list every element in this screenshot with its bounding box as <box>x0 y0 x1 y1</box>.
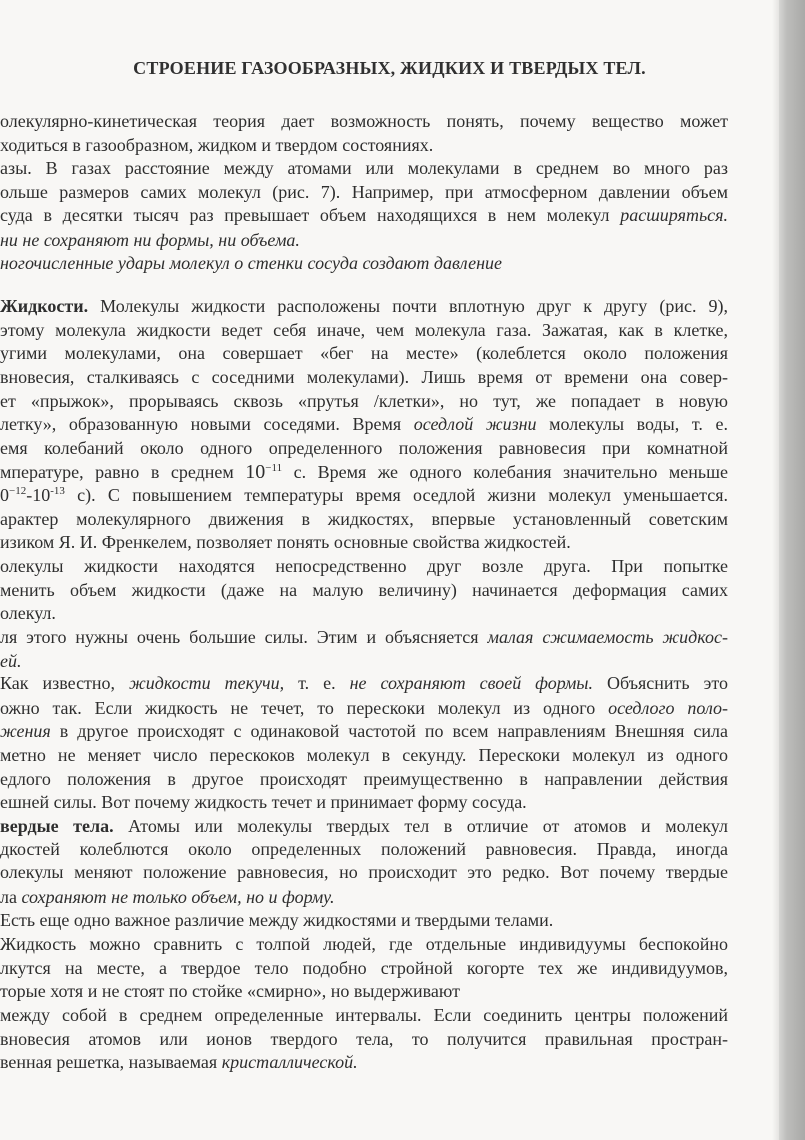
text-line <box>0 957 728 982</box>
text-run: с. Время же одного колебания значительно меньше <box>282 462 728 482</box>
text-run: Жидкости. <box>0 296 89 316</box>
text-run: метно не меняет число перескоков молекул в секунду. Перескоки молекул из одного <box>0 745 728 765</box>
page-margin-strip <box>779 0 805 1140</box>
text-line <box>0 909 728 934</box>
text-line <box>0 366 728 391</box>
text-line <box>0 157 728 182</box>
page-title: СТРОЕНИЕ ГАЗООБРАЗНЫХ, ЖИДКИХ И ТВЕРДЫХ ТЕЛ. <box>133 58 646 78</box>
text-line <box>0 461 728 486</box>
text-line <box>0 437 728 462</box>
text-run: этому молекула жидкости ведет себя иначе, чем молекула газа. Зажатая, как в клетке, <box>0 320 728 340</box>
text-line <box>0 1004 728 1029</box>
text-run: едлого положения в другое происходят преимущественно в направлении действия <box>0 769 728 789</box>
text-line <box>0 672 728 697</box>
text-run: вердые тела. <box>0 816 114 836</box>
text-run: жения <box>0 721 51 741</box>
text-line <box>0 413 728 438</box>
text-line <box>0 484 728 509</box>
text-run: между собой в среднем определенные интервалы. Если соединить центры положений <box>0 1005 728 1025</box>
text-run: олекулы жидкости находятся непосредственно друг возле друга. При попытке <box>0 556 728 576</box>
text-run: лкутся на месте, а твердое тело подобно стройной когорте тех же индивидуумов, <box>0 958 728 978</box>
text-run: мпературе, равно в среднем <box>0 462 246 482</box>
text-run: малая сжимаемость жидкос- <box>487 627 728 647</box>
text-run: жидкости текучи, <box>129 673 285 693</box>
text-line <box>0 720 728 745</box>
text-run: Жидкость можно сравнить с толпой людей, где отдельные индивидуумы беспокойно <box>0 934 728 954</box>
text-line <box>0 980 728 1005</box>
text-run: не сохраняют своей формы. <box>349 673 594 693</box>
text-line <box>0 204 728 229</box>
text-run: −12 <box>9 485 27 497</box>
text-run: олекулярно-кинетическая теория дает возможность понять, почему вещество может <box>0 111 728 131</box>
text-run: арактер молекулярного движения в жидкостях, впервые установленный советским <box>0 509 728 529</box>
text-line <box>0 531 728 556</box>
text-run: ешней силы. Вот почему жидкость течет и принимает форму сосуда. <box>0 792 527 812</box>
text-line <box>0 602 728 627</box>
text-run: с). С повышением температуры время оседлой жизни молекул уменьшается. <box>64 485 728 505</box>
text-run: Молекулы жидкости расположены почти вплотную друг к другу (рис. 9), <box>88 296 728 316</box>
text-line <box>0 886 728 911</box>
text-line <box>0 838 728 863</box>
text-line <box>0 508 728 533</box>
text-line <box>0 295 728 320</box>
text-run: изиком Я. И. Френкелем, позволяет понять основные свойства жидкостей. <box>0 532 571 552</box>
text-line <box>0 342 728 367</box>
text-line <box>0 229 728 254</box>
text-run: молекулы воды, т. е. <box>536 414 728 434</box>
text-line <box>0 815 728 840</box>
text-run: оседлой жизни <box>413 414 537 434</box>
text-run: азы. В газах расстояние между атомами или молекулами в среднем во много раз <box>0 158 728 178</box>
text-run: т. е. <box>284 673 350 693</box>
text-run: ногочисленные удары молекул о стенки сосуда создают давление <box>0 253 503 273</box>
text-run: суда в десятки тысяч раз превышает объем находящихся в нем молекул <box>0 205 621 225</box>
text-line <box>0 579 728 604</box>
text-run: ет «прыжок», прорываясь сквозь «прутья /клетки», но тут, же попадает в новую <box>0 391 728 411</box>
text-run: Есть еще одно важное различие между жидкостями и твердыми телами. <box>0 910 554 930</box>
text-run: расширяться. <box>620 205 728 225</box>
text-run: угими молекулами, она совершает «бег на месте» (колеблется около положения <box>0 343 728 363</box>
text-run: кристаллической. <box>221 1052 358 1072</box>
text-run: 10 <box>245 461 266 483</box>
text-run: дкостей колеблются около определенных положений равновесия. Правда, иногда <box>0 839 728 859</box>
text-line <box>0 555 728 580</box>
text-run: вновесия атомов или ионов твердого тела, то получится правильная простран- <box>0 1029 728 1049</box>
text-line <box>0 933 728 958</box>
text-line <box>0 768 728 793</box>
text-run: торые хотя и не стоят по стойке «смирно», но выдерживают <box>0 981 460 1001</box>
text-run: венная решетка, называемая <box>0 1052 222 1072</box>
text-line <box>0 791 728 816</box>
text-line <box>0 134 728 159</box>
text-run: ля этого нужны очень большие силы. Этим и объясняется <box>0 627 488 647</box>
text-run: сохраняют не только объем, но и форму. <box>21 887 335 907</box>
text-run: ла <box>0 887 22 907</box>
text-run: оседлого поло- <box>608 698 728 718</box>
text-run: ни не сохраняют ни формы, ни объема. <box>0 230 300 250</box>
text-run: менить объем жидкости (даже на малую величину) начинается деформация самих <box>0 580 728 600</box>
text-run: -13 <box>50 485 65 497</box>
text-run: летку», образованную новыми соседями. Время <box>0 414 414 434</box>
text-line <box>0 252 728 277</box>
text-run: Как известно, <box>0 673 130 693</box>
text-line <box>0 319 728 344</box>
text-run: вновесия, сталкиваясь с соседними молекулами). Лишь время от времени она совер- <box>0 367 728 387</box>
text-line <box>0 1028 728 1053</box>
text-line <box>0 861 728 886</box>
text-line <box>0 110 728 135</box>
text-run: ожно так. Если жидкость не течет, то перескоки молекул из одного <box>0 698 609 718</box>
text-line <box>0 744 728 769</box>
text-run: −11 <box>265 462 283 474</box>
text-run: -10 <box>26 485 51 505</box>
text-run: емя колебаний около одного определенного положения равновесия при комнатной <box>0 438 728 458</box>
text-run: Объяснить это <box>593 673 728 693</box>
text-run: в другое происходят с одинаковой частотой по всем направлениям Внешняя сила <box>50 721 728 741</box>
text-run: ей. <box>0 651 22 671</box>
text-line <box>0 626 728 651</box>
text-run: 0 <box>0 485 9 505</box>
text-line <box>0 1051 728 1076</box>
text-run: ходиться в газообразном, жидком и твердом состояниях. <box>0 135 434 155</box>
text-run: ольше размеров самих молекул (рис. 7). Например, при атмосферном давлении объем <box>0 182 728 202</box>
text-run: Атомы или молекулы твердых тел в отличие от атомов и молекул <box>113 816 728 836</box>
text-line <box>0 390 728 415</box>
text-run: олекулы меняют положение равновесия, но происходит это редко. Вот почему твердые <box>0 862 728 882</box>
text-line <box>0 697 728 722</box>
text-line <box>0 181 728 206</box>
page-edge-shadow <box>772 0 779 1140</box>
text-run: олекул. <box>0 603 56 623</box>
